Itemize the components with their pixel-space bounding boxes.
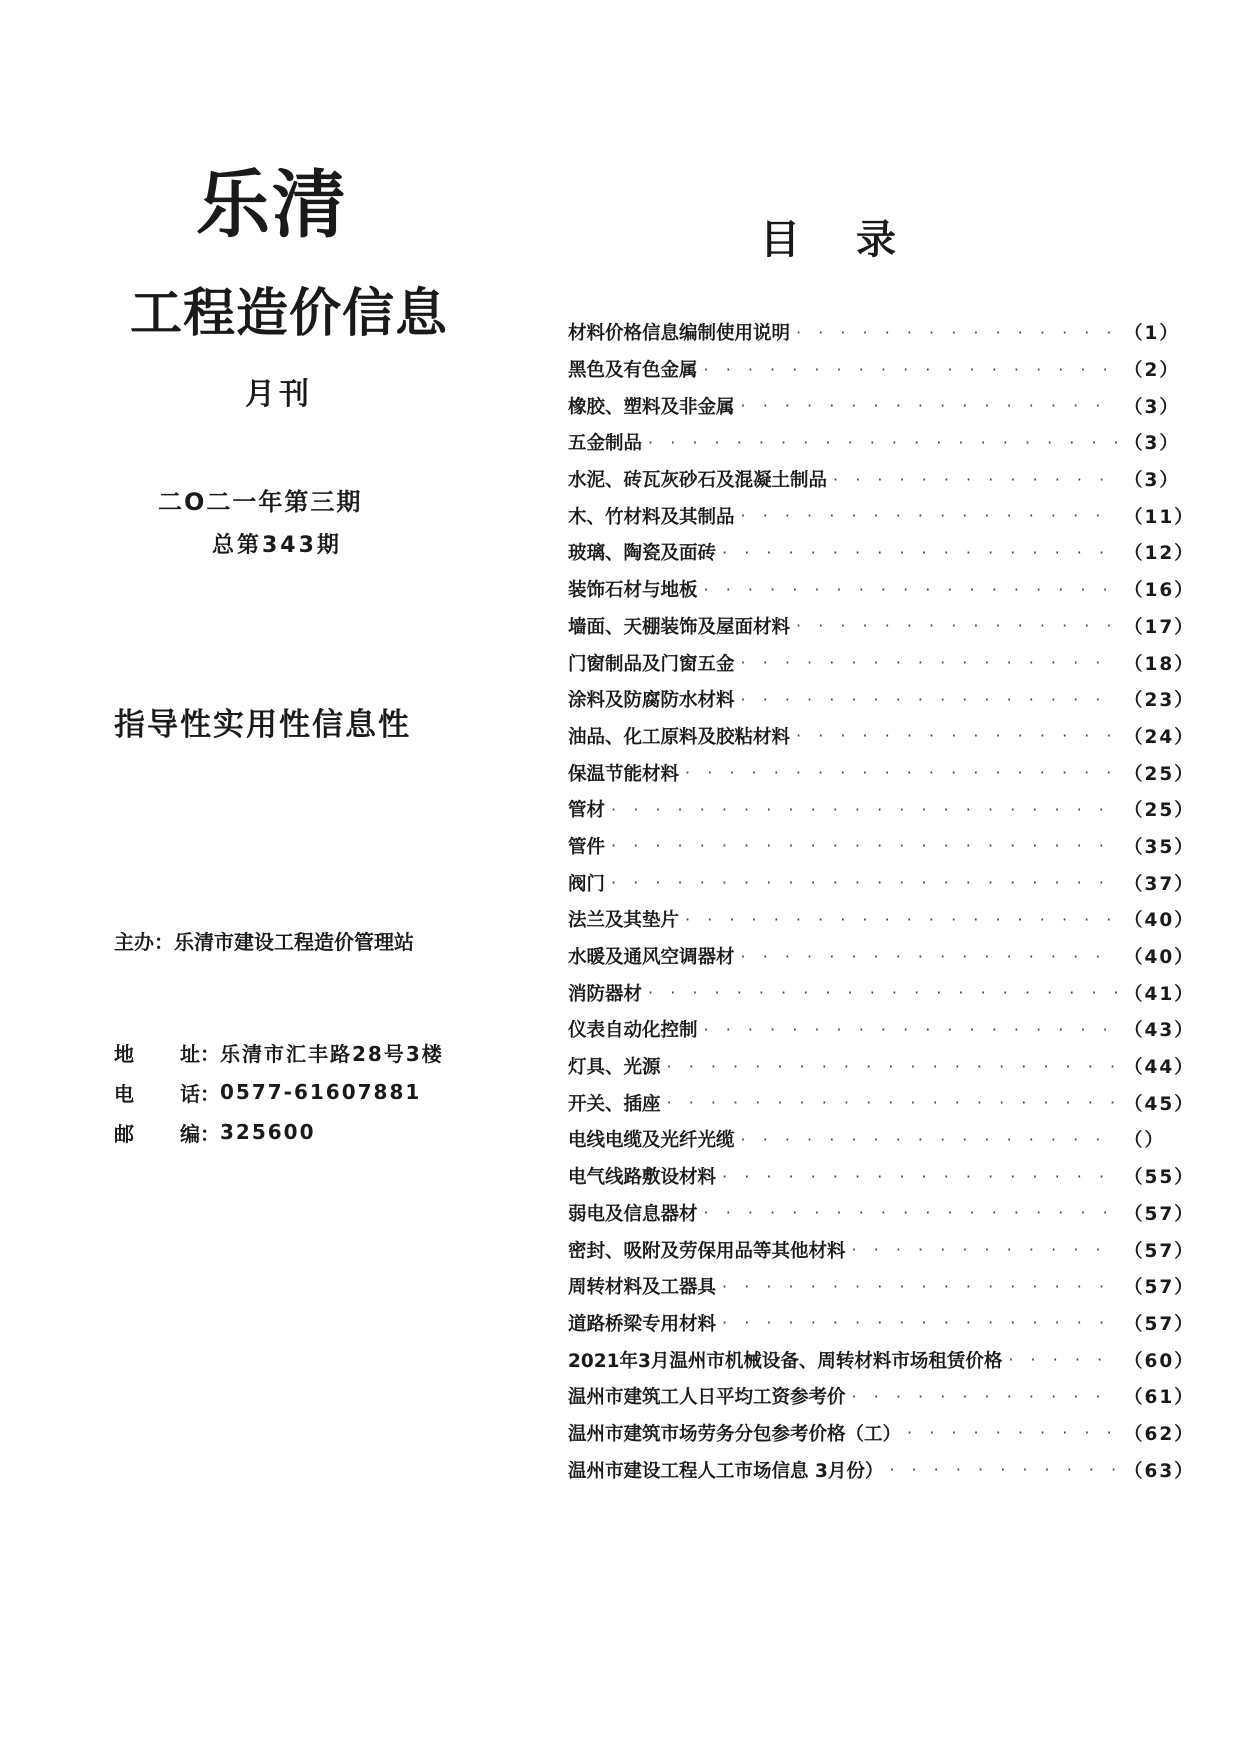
toc-entry-title: 阀门	[568, 873, 606, 895]
toc-entry	[568, 938, 1232, 975]
toc-entry-title: 仪表自动化控制	[568, 1020, 698, 1042]
toc-entry	[568, 1121, 1232, 1158]
toc-entry	[568, 1268, 1232, 1305]
toc-entry	[568, 1084, 1232, 1121]
toc-entry	[568, 644, 1232, 681]
toc-entry-title: 黑色及有色金属	[568, 360, 698, 382]
toc-entry-title: 管材	[568, 800, 606, 822]
toc-entry-leader	[685, 763, 1118, 782]
toc-entry-title: 开关、插座	[568, 1093, 661, 1115]
toc-entry-title: 周转材料及工器具	[568, 1277, 717, 1299]
toc-entry-title: 门窗制品及门窗五金	[568, 653, 735, 675]
toc-entry	[568, 791, 1232, 828]
toc-entry-leader	[796, 726, 1118, 745]
toc-entry-leader	[741, 396, 1118, 415]
toc-entry-page: （57）	[1124, 1203, 1195, 1225]
toc-entry	[568, 1378, 1232, 1415]
toc-entry-title: 温州市建筑工人日平均工资参考价	[568, 1387, 846, 1409]
toc-entry	[568, 571, 1232, 608]
toc-entry	[568, 497, 1232, 534]
toc-entry-page: （25）	[1124, 763, 1195, 785]
toc-entry-title: 法兰及其垫片	[568, 910, 680, 932]
toc-entry-title: 温州市建筑市场劳务分包参考价格（工）	[568, 1423, 902, 1445]
toc-entry	[568, 1341, 1232, 1378]
toc-entry-title: 弱电及信息器材	[568, 1203, 698, 1225]
toc-entry-leader	[1008, 1350, 1118, 1369]
toc-entry-title: 水暖及通风空调器材	[568, 947, 735, 969]
toc-entry-leader	[833, 470, 1118, 489]
toc-entry-page: （60）	[1124, 1350, 1195, 1372]
toc-entry-page: （44）	[1124, 1057, 1195, 1079]
toc-entry-page: （3）	[1124, 396, 1180, 418]
toc-entry	[568, 828, 1232, 865]
toc-entry-page: （57）	[1124, 1277, 1195, 1299]
toc-entry-leader	[907, 1423, 1118, 1442]
toc-entry-leader	[704, 1203, 1118, 1222]
toc-entry-page: （63）	[1124, 1460, 1195, 1482]
toc-entry-leader	[741, 506, 1118, 525]
toc-entry-page: （2）	[1124, 360, 1180, 382]
contact-label-suffix: 编：	[180, 1121, 220, 1146]
toc-entry-leader	[852, 1240, 1118, 1259]
toc-entry-leader	[852, 1387, 1118, 1406]
toc-entry	[568, 1011, 1232, 1048]
cover-slogan: 指导性实用性信息性	[114, 707, 411, 743]
toc-entry-title: 五金制品	[568, 433, 643, 455]
contact-row-phone	[114, 1072, 444, 1112]
toc-entry	[568, 754, 1232, 791]
toc-entry-leader	[741, 1130, 1118, 1149]
toc-entry	[568, 534, 1232, 571]
toc-entry	[568, 424, 1232, 461]
toc-entry-title: 材料价格信息编制使用说明	[568, 323, 791, 345]
toc-entry-page: （）	[1124, 1130, 1166, 1152]
toc-entry-page: （11）	[1124, 506, 1195, 528]
toc-entry-leader	[722, 1313, 1118, 1332]
toc-entry-page: （3）	[1124, 470, 1180, 492]
toc-entry-leader	[611, 836, 1118, 855]
cover-subtitle: 工程造价信息	[130, 284, 449, 344]
cover-total-issue: 总第343期	[212, 533, 342, 558]
toc-entry-leader	[648, 983, 1118, 1002]
toc-entry-leader	[796, 616, 1118, 635]
toc-entry-title: 2021年3月温州市机械设备、周转材料市场租赁价格	[568, 1350, 1003, 1372]
toc-entry-leader	[704, 580, 1118, 599]
toc-entry-page: （17）	[1124, 616, 1195, 638]
cover-panel	[0, 0, 540, 1754]
toc-entry-page: （37）	[1124, 873, 1195, 895]
toc-entry-leader	[741, 653, 1118, 672]
toc-entry-title: 道路桥梁专用材料	[568, 1313, 717, 1335]
toc-entry-title: 油品、化工原料及胶粘材料	[568, 726, 791, 748]
toc-entry	[568, 351, 1232, 388]
toc-entry-title: 灯具、光源	[568, 1057, 661, 1079]
contact-block	[114, 1032, 444, 1152]
toc-entry-page: （3）	[1124, 433, 1180, 455]
toc-entry-title: 橡胶、塑料及非金属	[568, 396, 735, 418]
toc-entry-page: （35）	[1124, 836, 1195, 858]
cover-monthly-label: 月刊	[245, 377, 313, 412]
toc-entry	[568, 1451, 1232, 1488]
toc-entry-title: 消防器材	[568, 983, 643, 1005]
contact-label-suffix: 址：	[180, 1041, 220, 1066]
toc-entry-leader	[722, 543, 1118, 562]
toc-title: 目录	[760, 217, 952, 263]
toc-entry-leader	[722, 1277, 1118, 1296]
toc-entry-page: （18）	[1124, 653, 1195, 675]
toc-entry-leader	[685, 910, 1118, 929]
toc-entry-page: （55）	[1124, 1167, 1195, 1189]
toc-entry-page: （61）	[1124, 1387, 1195, 1409]
toc-entry	[568, 1305, 1232, 1342]
toc-entry-leader	[611, 800, 1118, 819]
toc-entry-leader	[667, 1093, 1118, 1112]
toc-entry-leader	[796, 323, 1118, 342]
toc-entry	[568, 1158, 1232, 1195]
toc-entry-title: 木、竹材料及其制品	[568, 506, 735, 528]
toc-entry-page: （12）	[1124, 543, 1195, 565]
toc-entry	[568, 1415, 1232, 1452]
contact-label: 电	[114, 1081, 134, 1106]
toc-panel	[560, 0, 1240, 1754]
toc-entry-page: （45）	[1124, 1093, 1195, 1115]
toc-list	[568, 314, 1232, 1488]
toc-entry-leader	[611, 873, 1118, 892]
toc-entry-title: 墙面、天棚装饰及屋面材料	[568, 616, 791, 638]
toc-entry-page: （40）	[1124, 910, 1195, 932]
toc-entry-page: （40）	[1124, 947, 1195, 969]
contact-row-postcode	[114, 1112, 444, 1152]
toc-entry-title: 保温节能材料	[568, 763, 680, 785]
toc-entry-leader	[648, 433, 1118, 452]
contact-label-suffix: 话：	[180, 1081, 220, 1106]
toc-entry-title: 水泥、砖瓦灰砂石及混凝土制品	[568, 470, 828, 492]
toc-entry	[568, 1048, 1232, 1085]
toc-entry-title: 装饰石材与地板	[568, 580, 698, 602]
toc-entry-page: （23）	[1124, 690, 1195, 712]
toc-entry-leader	[704, 1020, 1118, 1039]
toc-entry-page: （1）	[1124, 323, 1180, 345]
toc-entry-title: 涂料及防腐防水材料	[568, 690, 735, 712]
toc-entry-title: 玻璃、陶瓷及面砖	[568, 543, 717, 565]
contact-row-address	[114, 1032, 444, 1072]
toc-entry-title: 电线电缆及光纤光缆	[568, 1130, 735, 1152]
toc-entry-title: 电气线路敷设材料	[568, 1167, 717, 1189]
toc-entry-page: （57）	[1124, 1313, 1195, 1335]
toc-entry	[568, 681, 1232, 718]
contact-postcode: 325600	[220, 1120, 316, 1144]
toc-entry-leader	[722, 1167, 1118, 1186]
toc-entry	[568, 387, 1232, 424]
toc-entry	[568, 718, 1232, 755]
toc-entry	[568, 314, 1232, 351]
toc-entry-page: （62）	[1124, 1423, 1195, 1445]
toc-entry-page: （43）	[1124, 1020, 1195, 1042]
toc-entry	[568, 901, 1232, 938]
toc-entry	[568, 864, 1232, 901]
toc-entry-leader	[704, 360, 1118, 379]
toc-entry	[568, 1231, 1232, 1268]
cover-brand: 乐清	[196, 162, 348, 248]
toc-entry-title: 密封、吸附及劳保用品等其他材料	[568, 1240, 846, 1262]
toc-entry-page: （41）	[1124, 983, 1195, 1005]
contact-phone: 0577-61607881	[220, 1080, 422, 1104]
contact-label: 邮	[114, 1121, 134, 1146]
toc-entry-page: （24）	[1124, 726, 1195, 748]
toc-entry	[568, 608, 1232, 645]
toc-entry-leader	[667, 1057, 1118, 1076]
toc-entry	[568, 461, 1232, 498]
toc-entry-leader	[889, 1460, 1118, 1479]
toc-entry-leader	[741, 690, 1118, 709]
contact-address: 乐清市汇丰路28号3楼	[220, 1041, 444, 1066]
toc-entry-leader	[741, 947, 1118, 966]
toc-entry-page: （25）	[1124, 800, 1195, 822]
toc-entry	[568, 974, 1232, 1011]
cover-sponsor: 主办：乐清市建设工程造价管理站	[114, 930, 414, 954]
toc-entry-page: （57）	[1124, 1240, 1195, 1262]
toc-entry-title: 温州市建设工程人工市场信息 3月份）	[568, 1460, 884, 1482]
toc-entry-page: （16）	[1124, 580, 1195, 602]
toc-entry-title: 管件	[568, 836, 606, 858]
contact-label: 地	[114, 1041, 134, 1066]
cover-issue: 二O二一年第三期	[158, 488, 363, 516]
toc-entry	[568, 1195, 1232, 1232]
